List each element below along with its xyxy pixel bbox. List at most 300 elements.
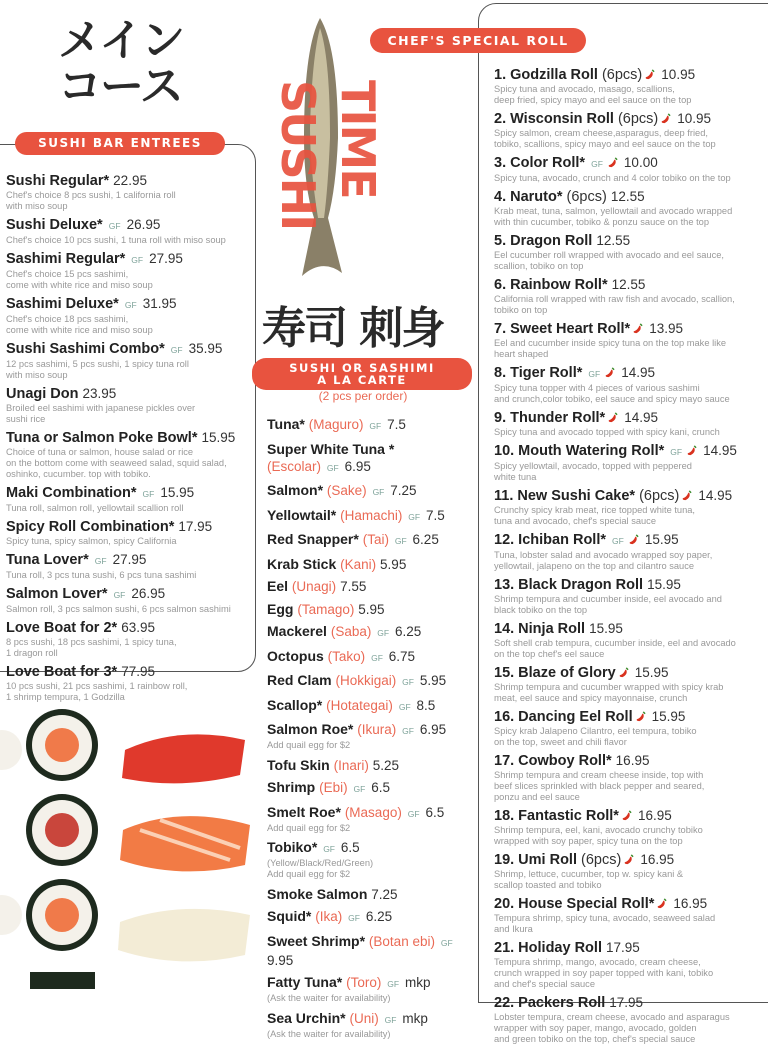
item-price: 5.95	[380, 556, 407, 572]
item-description: Spicy tuna and avocado topped with spicy kani, crunch	[494, 427, 720, 437]
gluten-free-badge: GF	[398, 701, 411, 712]
item-description: yellowtail, jalapeno on the top and cilantro sauce	[494, 561, 695, 571]
menu-item	[6, 216, 252, 246]
menu-item	[494, 939, 764, 990]
a-la-carte-subheading: (2 pcs per order)	[318, 389, 408, 403]
item-description: 1 dragon roll	[6, 648, 58, 658]
menu-item	[267, 416, 477, 435]
item-description: tobiko on top	[494, 305, 548, 315]
item-name-line	[6, 429, 252, 447]
item-name-line	[494, 188, 764, 206]
item-description: meat, eel sauce and spicy mayonnaise, crunch	[494, 693, 688, 703]
item-description: Soft shell crab tempura, cucumber inside, eel and avocado	[494, 638, 736, 648]
item-name: Tuna or Salmon Poke Bowl*	[6, 430, 198, 446]
item-name-line	[494, 487, 764, 505]
item-price: 15.95	[644, 532, 679, 547]
item-name-line	[6, 663, 252, 681]
item-price: 6.25	[394, 624, 422, 639]
item-japanese-name: (Tamago)	[297, 601, 355, 617]
item-description: scallop toasted and tobiko	[494, 880, 602, 890]
item-pieces: (6pcs)	[566, 189, 607, 205]
item-japanese-name: (Escolar)	[267, 458, 322, 474]
item-name: 16. Dancing Eel Roll	[494, 709, 633, 725]
item-description: 10 pcs sushi, 21 pcs sashimi, 1 rainbow roll,	[6, 681, 188, 691]
item-description: with miso soup	[6, 201, 68, 211]
menu-item	[494, 442, 764, 483]
item-japanese-name: (Botan ebi)	[368, 933, 435, 949]
item-japanese-name: (Unagi)	[291, 579, 337, 594]
gluten-free-badge: GF	[124, 300, 137, 310]
item-price: 10.95	[661, 67, 696, 82]
item-name-line	[6, 551, 252, 570]
item-description: on the top chef's eel sauce	[494, 649, 605, 659]
time-vertical-text: TIME	[331, 80, 385, 198]
item-description: Shrimp tempura and cream cheese inside, top with	[494, 770, 704, 780]
menu-item	[494, 154, 764, 184]
menu-item	[6, 250, 252, 291]
item-name: Sashimi Deluxe*	[6, 296, 119, 312]
item-description: 8 pcs sushi, 18 pcs sashimi, 1 spicy tuna,	[6, 637, 177, 647]
menu-item	[6, 518, 252, 547]
item-description: ponzu and eel sauce	[494, 792, 580, 802]
item-description: Chef's choice 18 pcs sashimi,	[6, 314, 129, 324]
menu-item	[6, 585, 252, 615]
item-description: Crunchy spicy krab meat, rice topped white tuna,	[494, 505, 696, 515]
item-price: 15.95	[634, 665, 669, 680]
item-name-line	[494, 364, 764, 383]
item-name: 20. House Special Roll*	[494, 896, 655, 912]
item-price: 5.95	[419, 673, 447, 688]
item-price: 6.95	[419, 722, 447, 737]
gluten-free-badge: GF	[402, 677, 414, 687]
item-price: 6.25	[365, 909, 393, 924]
item-price: 9.95	[267, 952, 294, 968]
item-name: Sweet Shrimp*	[267, 932, 366, 949]
item-name-line	[267, 974, 477, 993]
chef-special-list	[494, 66, 764, 1049]
menu-item	[494, 851, 764, 891]
item-japanese-name: (Ebi)	[319, 780, 348, 795]
menu-item	[267, 1010, 477, 1040]
item-description: Krab meat, tuna, salmon, yellowtail and avocado wrapped	[494, 206, 733, 216]
item-name: Salmon*	[267, 482, 324, 498]
item-name: Red Snapper*	[267, 531, 359, 547]
item-price: 13.95	[649, 321, 684, 336]
item-japanese-name: (Uni)	[349, 1010, 379, 1026]
item-name-line	[494, 66, 764, 84]
item-name-line	[267, 556, 477, 573]
item-price: 12.55	[611, 277, 646, 292]
item-description: (Yellow/Black/Red/Green)	[267, 858, 374, 868]
item-name-line	[494, 320, 764, 338]
item-name-line	[494, 409, 764, 427]
gluten-free-badge: GF	[326, 462, 339, 473]
item-name-line	[267, 1010, 477, 1029]
item-description: sushi rice	[6, 414, 46, 424]
menu-item	[494, 620, 764, 660]
item-japanese-name: (Hotategai)	[326, 697, 393, 713]
sushi-sashimi-kanji: 寿司 刺身	[262, 303, 444, 354]
item-description: Chef's choice 8 pcs sushi, 1 california roll	[6, 190, 176, 200]
item-price: 12.55	[596, 233, 631, 248]
item-name: 14. Ninja Roll	[494, 621, 586, 637]
item-japanese-name: (Ika)	[315, 909, 343, 924]
item-name: Love Boat for 3*	[6, 664, 118, 680]
chef-special-heading: CHEF'S SPECIAL ROLL	[370, 28, 586, 53]
item-description: oshinko, cucumber. top with tobiko.	[6, 469, 151, 479]
gluten-free-badge: GF	[113, 590, 126, 600]
item-price: 15.95	[647, 577, 681, 592]
item-description: tobiko, scallions, spicy mayo and eel sauce on the top	[494, 139, 716, 149]
chili-pepper-icon	[623, 853, 634, 864]
item-name-line	[267, 648, 477, 667]
a-la-carte-list	[267, 416, 477, 1045]
item-name: Sushi Regular*	[6, 173, 110, 189]
item-name: Krab Stick	[267, 555, 337, 572]
item-name-line	[267, 839, 477, 858]
item-description: and chef's special sauce	[494, 979, 596, 989]
item-name-line	[494, 895, 764, 913]
item-name: Squid*	[267, 908, 312, 924]
item-name-line	[267, 757, 477, 774]
item-price: 27.95	[112, 552, 147, 567]
item-name-line	[267, 908, 477, 927]
item-description: Spicy tuna, avocado, crunch and 4 color tobiko on the top	[494, 173, 731, 183]
item-name-line	[267, 623, 477, 642]
menu-item	[6, 551, 252, 581]
item-price: 15.95	[160, 485, 195, 500]
sushi-roll-image	[0, 709, 98, 989]
item-japanese-name: (Toro)	[346, 975, 382, 990]
item-name: 18. Fantastic Roll*	[494, 808, 619, 824]
item-name: Love Boat for 2*	[6, 620, 118, 636]
item-name: Smelt Roe*	[267, 803, 341, 820]
item-description: Choice of tuna or salmon, house salad or rice	[6, 447, 194, 457]
gluten-free-badge: GF	[372, 487, 385, 497]
item-description: come with white rice and miso soup	[6, 280, 153, 290]
item-name-line	[267, 721, 477, 740]
chili-pepper-icon	[644, 68, 655, 79]
gluten-free-badge: GF	[353, 784, 366, 794]
menu-item	[267, 697, 477, 716]
item-price: 26.95	[126, 217, 161, 232]
item-price: 15.95	[651, 709, 686, 724]
item-description: Spicy tuna topper with 4 pieces of various sashimi	[494, 383, 700, 393]
item-description: Salmon roll, 3 pcs salmon sushi, 6 pcs salmon sashimi	[6, 604, 231, 614]
item-description: Chef's choice 10 pcs sushi, 1 tuna roll with miso soup	[6, 235, 226, 245]
item-price: 7.5	[387, 417, 406, 432]
item-description: scallion, tobiko on top	[494, 261, 584, 271]
item-name-line	[494, 664, 764, 682]
menu-item	[267, 507, 477, 526]
menu-item	[494, 994, 764, 1045]
item-name: 19. Umi Roll	[494, 852, 577, 868]
item-price: 5.95	[358, 601, 385, 617]
menu-item	[494, 409, 764, 438]
item-description: Add quail egg for $2	[267, 869, 351, 879]
item-description: Eel cucumber roll wrapped with avocado and eel sauce,	[494, 250, 724, 260]
item-name-line	[494, 708, 764, 726]
menu-item	[494, 664, 764, 704]
menu-item	[494, 531, 764, 572]
item-description: California roll wrapped with raw fish and avocado, scallion,	[494, 294, 735, 304]
menu-item	[494, 487, 764, 527]
item-description: Shrimp tempura, eel, kani, avocado crunchy tobiko	[494, 825, 703, 835]
item-description: Chef's choice 15 pcs sashimi,	[6, 269, 129, 279]
item-description: (Ask the waiter for availability)	[267, 1028, 391, 1039]
menu-item	[494, 895, 764, 935]
item-price: 10.00	[623, 155, 658, 170]
item-price: 14.95	[703, 443, 737, 458]
gluten-free-badge: GF	[394, 536, 407, 546]
item-price: 17.95	[609, 995, 644, 1010]
item-price: 31.95	[142, 296, 177, 311]
item-price: 63.95	[121, 620, 156, 635]
item-price: 77.95	[121, 664, 156, 679]
gluten-free-badge: GF	[170, 345, 183, 355]
item-description: Tempura shrimp, spicy tuna, avocado, seaweed salad	[494, 913, 716, 923]
item-price: 22.95	[113, 173, 147, 188]
item-price: 35.95	[188, 341, 223, 356]
menu-item	[6, 385, 252, 425]
item-name: Scallop*	[267, 696, 323, 713]
item-japanese-name: (Masago)	[344, 804, 402, 820]
item-price: 23.95	[82, 386, 117, 401]
item-price: 16.95	[673, 896, 708, 911]
item-name: Tobiko*	[267, 839, 318, 855]
item-description: white tuna	[494, 472, 537, 482]
item-price: 7.5	[426, 507, 445, 523]
item-price: 12.55	[610, 189, 645, 204]
item-name: Yellowtail*	[267, 506, 337, 523]
menu-item	[6, 340, 252, 381]
item-name-line	[267, 441, 477, 477]
item-price: 15.95	[589, 621, 623, 636]
item-name: Tuna*	[267, 416, 305, 432]
item-name-line	[267, 779, 477, 798]
item-description: Shrimp tempura and cucumber inside, eel avocado and	[494, 594, 722, 604]
item-name: 4. Naruto*	[494, 189, 563, 205]
item-price: 5.25	[372, 757, 400, 773]
item-name-line	[494, 807, 764, 825]
item-name-line	[494, 939, 764, 957]
item-name-line	[267, 601, 477, 618]
gluten-free-badge: GF	[670, 447, 683, 457]
item-description: crunch wrapped in soy paper topped with kani, tobiko	[494, 968, 714, 978]
menu-item	[267, 757, 477, 774]
chili-pepper-icon	[618, 666, 629, 677]
menu-item	[494, 576, 764, 616]
item-name: 7. Sweet Heart Roll*	[494, 321, 631, 337]
chili-pepper-icon	[660, 112, 671, 123]
item-description: deep fried, spicy mayo and eel sauce on the top	[494, 95, 692, 105]
menu-item	[494, 320, 764, 360]
menu-item	[494, 364, 764, 405]
item-japanese-name: (Kani)	[340, 556, 377, 572]
item-description: 1 shrimp tempura, 1 Godzilla	[6, 692, 125, 702]
item-japanese-name: (Hamachi)	[340, 507, 403, 523]
menu-item	[6, 295, 252, 336]
item-name-line	[267, 886, 477, 903]
item-name-line	[267, 697, 477, 716]
item-description: and crunch,color tobiko, eel sauce and spicy mayo sauce	[494, 394, 730, 404]
menu-item	[494, 807, 764, 847]
item-name-line	[267, 804, 477, 823]
item-name: 10. Mouth Watering Roll*	[494, 443, 665, 459]
item-price: 14.95	[621, 365, 656, 380]
menu-item	[267, 441, 477, 477]
menu-item	[267, 482, 477, 501]
item-description: Tuna, lobster salad and avocado wrapped soy paper,	[494, 550, 713, 560]
sushi-vertical-text: SUSHI	[271, 80, 325, 230]
item-name: Mackerel	[267, 623, 327, 639]
item-name-line	[494, 620, 764, 638]
item-name-line	[494, 232, 764, 250]
item-price: mkp	[404, 975, 431, 990]
menu-item	[267, 672, 477, 691]
gluten-free-badge: GF	[384, 1014, 397, 1025]
item-name: 3. Color Roll*	[494, 155, 586, 171]
item-description: Lobster tempura, cream cheese, avocado and asparagus	[494, 1012, 730, 1022]
item-description: on the bottom come with seaweed salad, squid salad,	[6, 458, 227, 468]
item-name-line	[6, 172, 252, 190]
item-description: 12 pcs sashimi, 5 pcs sushi, 1 spicy tuna roll	[6, 359, 189, 369]
item-description: wrapped with soy paper, spicy tuna on the top	[494, 836, 683, 846]
item-pieces: (6pcs)	[617, 111, 659, 127]
item-name-line	[494, 154, 764, 173]
menu-item	[267, 578, 477, 595]
chili-pepper-icon	[628, 533, 639, 544]
item-name: 22. Packers Roll	[494, 995, 606, 1011]
chili-pepper-icon	[681, 489, 692, 500]
item-japanese-name: (Ikura)	[357, 722, 397, 737]
item-price: 7.25	[390, 483, 417, 498]
item-name: 1. Godzilla Roll	[494, 67, 598, 83]
item-name-line	[6, 484, 252, 503]
item-name: Fatty Tuna*	[267, 974, 343, 990]
item-name: Sushi Deluxe*	[6, 217, 103, 233]
item-price: 7.55	[340, 579, 367, 594]
item-name-line	[267, 507, 477, 526]
menu-item	[267, 908, 477, 927]
item-price: 15.95	[201, 430, 236, 445]
item-description: Tuna roll, salmon roll, yellowtail scallion roll	[6, 503, 184, 513]
menu-item	[267, 601, 477, 618]
item-name: Unagi Don	[6, 386, 79, 402]
gluten-free-badge: GF	[408, 511, 421, 522]
item-price: 10.95	[677, 111, 712, 126]
item-description: and Ikura	[494, 924, 533, 934]
item-name: Sushi Sashimi Combo*	[6, 341, 165, 357]
item-name-line	[267, 578, 477, 595]
a-la-carte-heading: SUSHI OR SASHIMI A LA CARTE	[252, 358, 472, 390]
item-name-line	[6, 250, 252, 269]
menu-item	[494, 276, 764, 316]
item-name: Tuna Lover*	[6, 552, 89, 568]
gluten-free-badge: GF	[377, 628, 390, 638]
item-name-line	[267, 672, 477, 691]
item-pieces: (6pcs)	[601, 67, 643, 83]
item-name-line	[6, 619, 252, 637]
menu-item	[494, 232, 764, 272]
item-name: Eel	[267, 578, 289, 594]
item-name: Octopus	[267, 647, 324, 664]
item-name-line	[494, 442, 764, 461]
item-price: mkp	[402, 1010, 428, 1026]
item-name-line	[494, 276, 764, 294]
item-name: 2. Wisconsin Roll	[494, 111, 614, 127]
item-name: 6. Rainbow Roll*	[494, 277, 608, 293]
item-description: on the top, sweet and chili flavor	[494, 737, 627, 747]
menu-item	[494, 752, 764, 803]
item-name: Shrimp	[267, 779, 316, 795]
item-price: 16.95	[615, 753, 650, 768]
gluten-free-badge: GF	[348, 913, 360, 923]
item-name-line	[6, 295, 252, 314]
menu-item	[267, 779, 477, 798]
item-japanese-name: (Tai)	[362, 532, 389, 547]
item-name: Maki Combination*	[6, 485, 137, 501]
gluten-free-badge: GF	[131, 255, 144, 265]
item-name-line	[267, 482, 477, 501]
item-description: Shrimp, lettuce, cucumber, top w. spicy kani &	[494, 869, 684, 879]
item-description: Add quail egg for $2	[267, 822, 351, 833]
item-description: beef slices sprinkled with black pepper and seared,	[494, 781, 705, 791]
item-name-line	[494, 576, 764, 594]
item-description: (Ask the waiter for availability)	[267, 993, 391, 1003]
item-name: Salmon Roe*	[267, 721, 354, 737]
item-price: 7.25	[371, 886, 398, 902]
menu-item	[6, 663, 252, 703]
item-price: 27.95	[149, 251, 183, 266]
gluten-free-badge: GF	[94, 556, 107, 566]
item-name: 8. Tiger Roll*	[494, 365, 583, 381]
item-name-line	[494, 531, 764, 550]
item-name: Tofu Skin	[267, 756, 330, 773]
sushi-bar-list	[6, 172, 252, 707]
item-description: Shrimp tempura and cucumber wrapped with spicy krab	[494, 682, 724, 692]
item-japanese-name: (Tako)	[327, 648, 366, 664]
item-description: heart shaped	[494, 349, 549, 359]
item-japanese-name: (Saba)	[330, 624, 372, 639]
chili-pepper-icon	[686, 444, 697, 455]
item-name: 13. Black Dragon Roll	[494, 577, 644, 593]
item-description: Tempura shrimp, mango, avocado, cream cheese,	[494, 957, 701, 967]
sushi-photos	[0, 700, 255, 989]
item-description: black tobiko on the top	[494, 605, 588, 615]
gluten-free-badge: GF	[440, 937, 453, 948]
item-name: 21. Holiday Roll	[494, 940, 602, 956]
chili-pepper-icon	[656, 897, 667, 908]
menu-item	[267, 721, 477, 751]
item-japanese-name: (Inari)	[333, 757, 369, 773]
item-name: Egg	[267, 600, 294, 617]
menu-item	[6, 429, 252, 480]
chili-pepper-icon	[607, 411, 618, 422]
item-description: Spicy salmon, cream cheese,asparagus, deep fried,	[494, 128, 708, 138]
gluten-free-badge: GF	[407, 808, 420, 819]
item-description: with thin cucumber, tobiko & ponzu sauce on the top	[494, 217, 709, 227]
gluten-free-badge: GF	[612, 536, 624, 546]
item-price: 14.95	[624, 410, 658, 425]
menu-item	[6, 484, 252, 514]
item-name: Spicy Roll Combination*	[6, 519, 175, 535]
item-price: 26.95	[131, 586, 166, 601]
menu-item	[267, 839, 477, 880]
item-name-line	[6, 518, 252, 536]
item-description: Spicy tuna and avocado, masago, scallions,	[494, 84, 675, 94]
item-price: 6.95	[344, 458, 371, 474]
